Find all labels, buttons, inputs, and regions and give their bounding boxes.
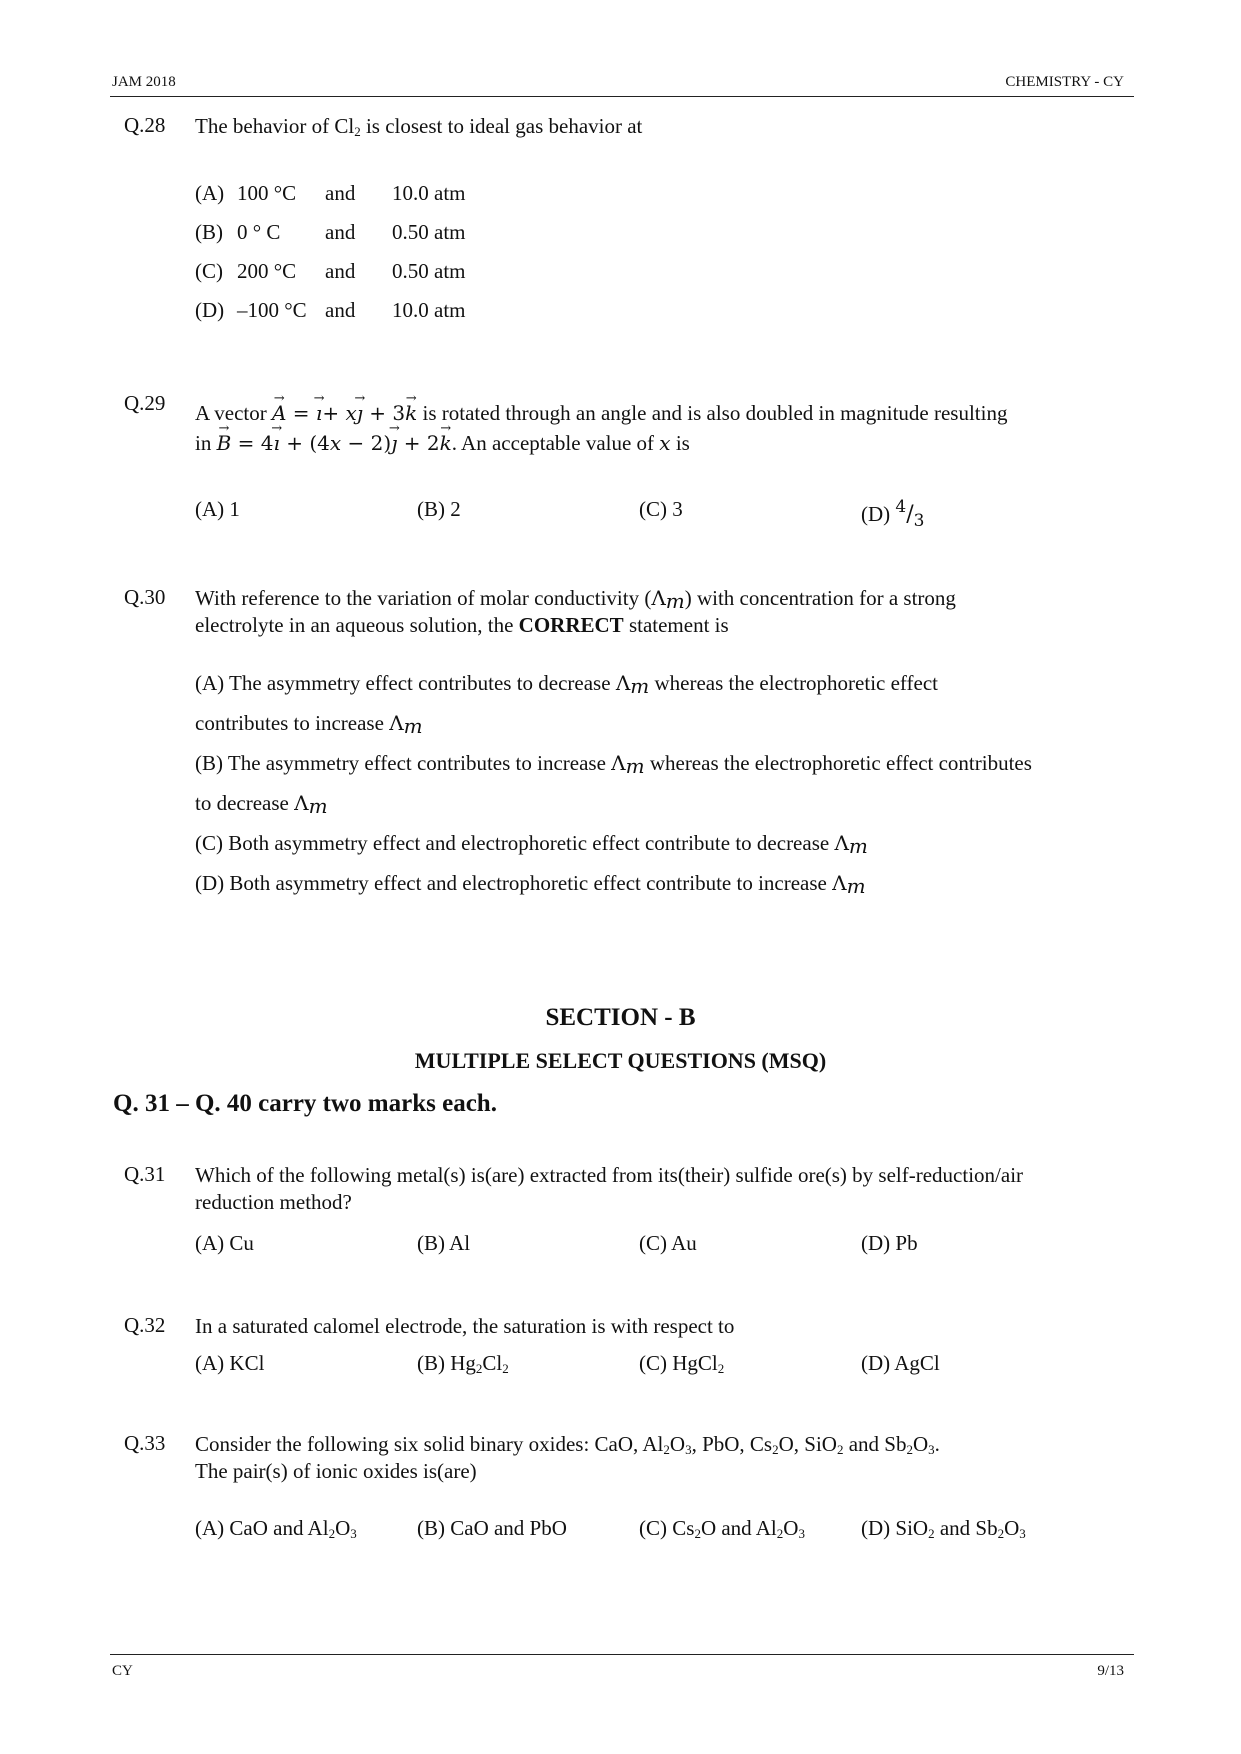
question-number: Q.32 <box>124 1313 166 1337</box>
question-text: Consider the following six solid binary oxides: CaO, $Al_2O_3$, PbO, $Cs_2O$, SiO$_2$ and $Sb_2O_3$. The pair(s) of ionic oxides is(are) <box>195 1432 940 1483</box>
question-number: Q.28 <box>124 113 166 137</box>
option-d[interactable]: (D) Pb <box>861 1231 918 1255</box>
question-number: Q.30 <box>124 585 166 609</box>
option-d[interactable]: (D) Both asymmetry effect and electrophoretic effect contribute to increase $\Lambda_m$ <box>195 871 866 898</box>
option-c[interactable]: (C) Both asymmetry effect and electrophoretic effect contribute to decrease $\Lambda_m$ <box>195 831 868 858</box>
header-rule <box>110 96 1134 97</box>
question-number: Q.31 <box>124 1162 166 1186</box>
option-d[interactable]: (D) AgCl <box>861 1351 940 1375</box>
marks-note: Q. 31 – Q. 40 carry two marks each. <box>113 1090 497 1117</box>
question-text: In a saturated calomel electrode, the saturation is with respect to <box>195 1314 735 1338</box>
question-text: With reference to the variation of molar conductivity $(\Lambda_m)$ with concentration for a strong electrolyte in an aqueous solution, the CORRECT statement is <box>195 586 956 637</box>
option-b[interactable]: (B) The asymmetry effect contributes to increase $\Lambda_m$ whereas the electrophoretic effect contributes <box>195 751 1032 778</box>
option-c[interactable]: (C) HgCl$_2$ <box>639 1351 725 1376</box>
question-text: Which of the following metal(s) is(are) extracted from its(their) sulfide ore(s) by self-reduction/air reduction method? <box>195 1163 1024 1214</box>
header-left: JAM 2018 <box>112 74 176 90</box>
option-c[interactable]: (C) Au <box>639 1231 697 1255</box>
option-d[interactable]: (D) $^4/_3$ <box>861 497 925 531</box>
option-c[interactable]: (C) $Cs_2O$ and $Al_2O_3$ <box>639 1516 805 1541</box>
option-b[interactable]: (B) $Hg_2Cl_2$ <box>417 1351 509 1376</box>
option-c[interactable]: (C) 200 °C and 0.50 atm <box>195 259 466 283</box>
option-b[interactable]: (B) Al <box>417 1231 471 1255</box>
footer-rule <box>110 1654 1134 1655</box>
header-right: CHEMISTRY - CY <box>1005 74 1124 90</box>
page-number: 9/13 <box>1097 1663 1124 1679</box>
option-a[interactable]: (A) 1 <box>195 497 240 521</box>
footer-left: CY <box>112 1663 133 1679</box>
option-d[interactable]: (D) –100 °C and 10.0 atm <box>195 298 466 322</box>
option-a[interactable]: (A) CaO and $Al_2O_3$ <box>195 1516 357 1541</box>
option-b[interactable]: (B) 0 ° C and 0.50 atm <box>195 220 466 244</box>
question-number: Q.29 <box>124 391 166 415</box>
option-b[interactable]: (B) 2 <box>417 497 461 521</box>
option-d[interactable]: (D) SiO$_2$ and $Sb_2O_3$ <box>861 1516 1026 1541</box>
question-number: Q.33 <box>124 1431 166 1455</box>
option-a[interactable]: (A) The asymmetry effect contributes to decrease $\Lambda_m$ whereas the electrophoretic effect <box>195 671 939 698</box>
question-text: A vector → A = → ı+ x→ ȷ + 3→ k is rotated through an angle and is also doubled in magnitude resulting in → B = 4→ ı + (4x − 2)→ ȷ + 2→ k. An acceptable value of x is <box>195 398 1125 458</box>
option-a[interactable]: (A) KCl <box>195 1351 265 1375</box>
section-subtitle: MULTIPLE SELECT QUESTIONS (MSQ) <box>414 1048 827 1073</box>
option-c[interactable]: (C) 3 <box>639 497 683 521</box>
vector-a-equation: → A = → ı+ x→ ȷ + 3→ k <box>272 401 417 425</box>
vector-b-equation: → B = 4→ ı + (4x − 2)→ ȷ + 2→ k <box>217 431 452 455</box>
option-b[interactable]: (B) CaO and PbO <box>417 1516 567 1540</box>
section-title: SECTION - B <box>545 1004 696 1031</box>
option-a[interactable]: (A) 100 °C and 10.0 atm <box>195 181 466 205</box>
option-a[interactable]: (A) Cu <box>195 1231 254 1255</box>
question-text: The behavior of $Cl_2$ is closest to ideal gas behavior at <box>195 114 643 139</box>
option-b-continued: to decrease $\Lambda_m$ <box>195 791 328 818</box>
fraction-four-thirds: $^4/_3$ <box>895 497 925 531</box>
option-a-continued: contributes to increase $\Lambda_m$ <box>195 711 423 738</box>
